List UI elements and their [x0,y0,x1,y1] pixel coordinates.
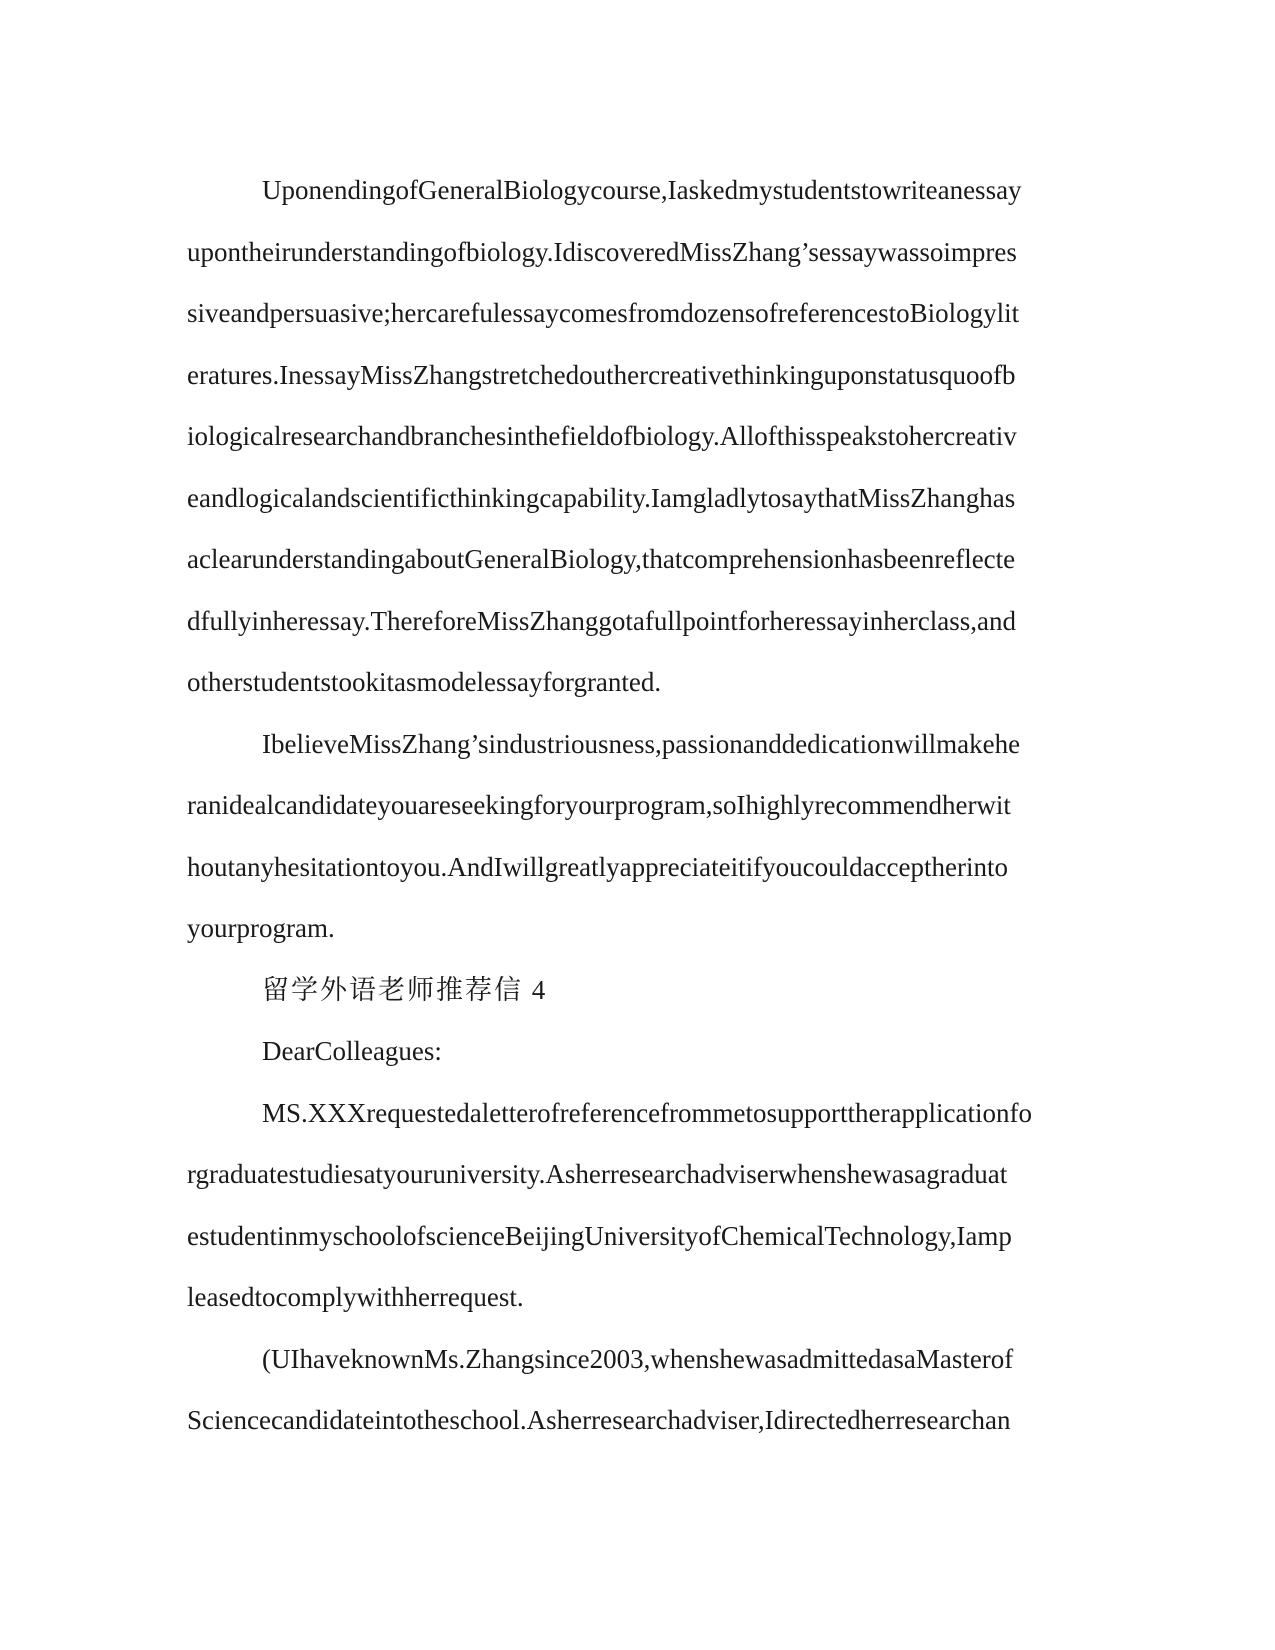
text-line: MS.XXXrequestedaletterofreferencefrommetosupporttherapplicationfo [262,1097,1032,1128]
text-line: rgraduatestudiesatyouruniversity.Asherresearchadviserwhenshewasagraduat [187,1159,1008,1189]
text-line: IbelieveMissZhang’sindustriousness,passionanddedicationwillmakehe [262,728,1021,759]
text-line: otherstudentstookitasmodelessayforgranted. [187,667,662,697]
text-line: estudentinmyschoolofscienceBeijingUniversityofChemicalTechnology,Iamp [187,1220,1012,1251]
text-line: UponendingofGeneralBiologycourse,Iaskedmystudentstowriteanessay [262,175,1022,205]
text-line: houtanyhesitationtoyou.AndIwillgreatlyappreciateitifyoucouldacceptherinto [187,851,1008,882]
text-line: yourprogram. [187,913,335,943]
paragraph-acquaintance [187,1329,1087,1452]
text-line: Sciencecandidateintotheschool.Asherresearchadviser,Idirectedherresearchan [187,1405,1011,1435]
text-line: siveandpersuasive;hercarefulessaycomesfromdozensofreferencestoBiologylit [187,298,1020,328]
paragraph-essay-evaluation [187,160,1087,714]
section-heading: 留学外语老师推荐信 4 [262,974,548,1005]
salutation: DearColleagues: [262,1036,442,1066]
document-body [187,160,1087,1452]
text-line: (UIhaveknownMs.Zhangsince2003,whenshewasadmittedasaMasterof [262,1343,1014,1374]
text-line: eandlogicalandscientificthinkingcapability.IamgladlytosaythatMissZhanghas [187,482,1016,513]
paragraph-reference-request [187,1083,1087,1329]
text-line: eratures.InessayMissZhangstretchedouthercreativethinkinguponstatusquoofb [187,359,1016,390]
text-line: ranidealcandidateyouareseekingforyourprogram,soIhighlyrecommendherwit [187,790,1011,820]
text-line: aclearunderstandingaboutGeneralBiology,thatcomprehensionhasbeenreflecte [187,544,1016,574]
text-line: leasedtocomplywithherrequest. [187,1282,524,1312]
paragraph-recommendation [187,714,1087,960]
text-line: iologicalresearchandbranchesinthefieldofbiology.Allofthisspeakstohercreativ [187,421,1017,451]
text-line: upontheirunderstandingofbiology.IdiscoveredMissZhang’sessaywassoimpres [187,236,1017,267]
text-line: dfullyinheressay.ThereforeMissZhanggotafullpointforheressayinherclass,and [187,605,1016,636]
